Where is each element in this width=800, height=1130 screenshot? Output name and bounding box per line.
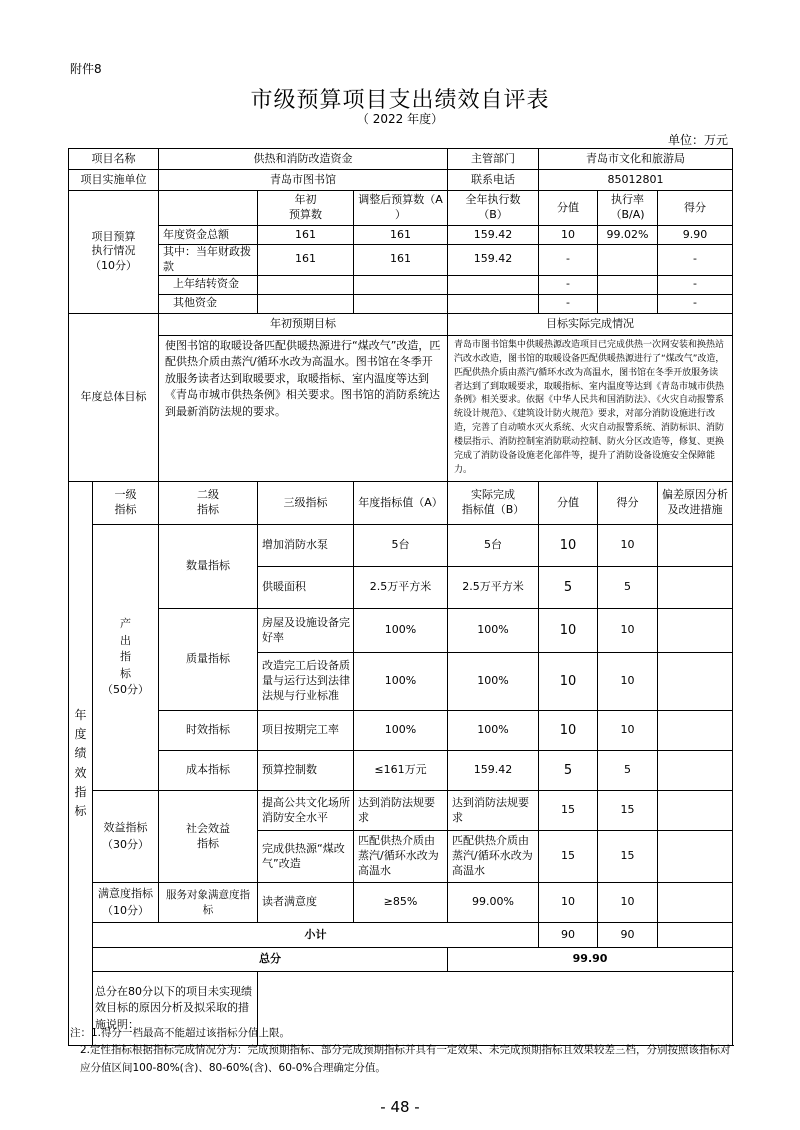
budget-row-label: 上年结转资金	[159, 275, 258, 294]
budget-executed: 159.42	[448, 226, 539, 245]
indicator-target: ≤161万元	[354, 751, 448, 791]
indicator-name: 增加消防水泵	[258, 525, 354, 567]
perf-h-target: 年度指标值（A）	[354, 482, 448, 525]
indicator-get: 10	[598, 653, 658, 711]
indicator-target: ≥85%	[354, 883, 448, 923]
planned-goal-header: 年初预期目标	[159, 313, 448, 335]
notes	[70, 1025, 740, 1077]
indicator-reason	[658, 567, 733, 609]
indicator-reason	[658, 791, 733, 831]
indicator-get: 15	[598, 791, 658, 831]
budget-executed: 159.42	[448, 245, 539, 276]
indicator-actual: 99.00%	[448, 883, 539, 923]
indicator-actual: 100%	[448, 653, 539, 711]
social-indicator-label: 社会效益 指标	[159, 791, 258, 883]
impl-value: 青岛市图书馆	[159, 170, 448, 191]
indicator-score: 5	[539, 751, 598, 791]
budget-initial: 161	[258, 245, 354, 276]
page-title: 市级预算项目支出绩效自评表	[250, 88, 550, 113]
subtotal-get: 90	[598, 923, 658, 948]
indicator-score: 15	[539, 831, 598, 883]
perf-section-label: 年度绩效指标	[69, 482, 93, 1046]
indicator-score: 10	[539, 883, 598, 923]
indicator-get: 10	[598, 609, 658, 653]
budget-rate	[598, 294, 658, 313]
perf-row	[69, 525, 733, 567]
note-2: 2.定性指标根据指标完成情况分为：完成预期指标、部分完成预期指标并具有一定效果、未完成预期指标且效果较差三档，分别按照该指标对应分值区间100-80%(含)、80-60%(含)、60-0%合理确定分值。	[80, 1044, 731, 1074]
budget-col-rate: 执行率 （B/A)	[598, 191, 658, 226]
perf-header-row	[69, 482, 733, 525]
indicator-target: 达到消防法规要求	[354, 791, 448, 831]
unit-label: 单位：万元	[667, 133, 728, 147]
perf-h-reason: 偏差原因分析 及改进措施	[658, 482, 733, 525]
indicator-reason	[658, 751, 733, 791]
indicator-score: 5	[539, 567, 598, 609]
info-row-2	[69, 170, 733, 191]
dept-value: 青岛市文化和旅游局	[539, 149, 733, 170]
goals-content-row	[69, 335, 733, 481]
phone-value: 85012801	[539, 170, 733, 191]
budget-score: -	[539, 245, 598, 276]
budget-get: 9.90	[658, 226, 733, 245]
budget-row	[69, 226, 733, 245]
project-name-label: 项目名称	[69, 149, 159, 170]
goals-section-label: 年度总体目标	[69, 313, 159, 481]
indicator-target: 100%	[354, 653, 448, 711]
perf-h-actual: 实际完成 指标值（B）	[448, 482, 539, 525]
indicator-name: 读者满意度	[258, 883, 354, 923]
indicator-score: 15	[539, 791, 598, 831]
perf-row	[69, 751, 733, 791]
output-indicator-label: 产 出 指 标 （50分）	[93, 525, 159, 791]
budget-row	[69, 275, 733, 294]
indicator-reason	[658, 831, 733, 883]
planned-goal-text: 使图书馆的取暖设备匹配供暖热源进行“煤改气”改造，匹配供热介质由蒸汽/循环水改为高温水。图书馆在冬季开放服务读者达到取暖要求，取暖指标、室内温度等达到《青岛市城市供热条例》相关要求。图书馆的消防系统达到最新消防法规的要求。	[159, 335, 448, 481]
budget-initial	[258, 275, 354, 294]
budget-rate	[598, 275, 658, 294]
budget-section-label: 项目预算 执行情况 （10分）	[69, 191, 159, 314]
service-indicator-label: 服务对象满意度指标	[159, 883, 258, 923]
perf-h-score: 分值	[539, 482, 598, 525]
indicator-name: 预算控制数	[258, 751, 354, 791]
budget-get: -	[658, 245, 733, 276]
budget-score: 10	[539, 226, 598, 245]
goals-header-row	[69, 313, 733, 335]
indicator-actual: 159.42	[448, 751, 539, 791]
indicator-score: 10	[539, 711, 598, 751]
indicator-actual: 5台	[448, 525, 539, 567]
indicator-get: 10	[598, 525, 658, 567]
indicator-name: 供暖面积	[258, 567, 354, 609]
indicator-target: 2.5万平方米	[354, 567, 448, 609]
budget-col-initial: 年初 预算数	[258, 191, 354, 226]
indicator-reason	[658, 525, 733, 567]
indicator-actual: 2.5万平方米	[448, 567, 539, 609]
indicator-target: 5台	[354, 525, 448, 567]
quantity-indicator-label: 数量指标	[159, 525, 258, 609]
indicator-reason	[658, 653, 733, 711]
indicator-score: 10	[539, 609, 598, 653]
total-value: 99.90	[448, 948, 733, 972]
indicator-target: 100%	[354, 609, 448, 653]
budget-row-label: 其他资金	[159, 294, 258, 313]
indicator-actual: 100%	[448, 711, 539, 751]
evaluation-table	[68, 148, 733, 1046]
budget-initial	[258, 294, 354, 313]
info-row-1	[69, 149, 733, 170]
budget-row-label: 年度资金总额	[159, 226, 258, 245]
budget-initial: 161	[258, 226, 354, 245]
perf-row	[69, 883, 733, 923]
budget-executed	[448, 294, 539, 313]
explain-label: 总分在80分以下的项目未实现绩效目标的原因分析及拟采取的措施说明：	[93, 972, 258, 1046]
satisfaction-indicator-label: 满意度指标 （10分）	[93, 883, 159, 923]
budget-col-executed: 全年执行数 （B）	[448, 191, 539, 226]
budget-score: -	[539, 294, 598, 313]
time-indicator-label: 时效指标	[159, 711, 258, 751]
budget-row	[69, 294, 733, 313]
indicator-get: 10	[598, 883, 658, 923]
indicator-reason	[658, 609, 733, 653]
indicator-name: 项目按期完工率	[258, 711, 354, 751]
benefit-indicator-label: 效益指标 （30分）	[93, 791, 159, 883]
cost-indicator-label: 成本指标	[159, 751, 258, 791]
subtotal-label: 小计	[93, 923, 539, 948]
indicator-get: 15	[598, 831, 658, 883]
indicator-target: 100%	[354, 711, 448, 751]
perf-h-get: 得分	[598, 482, 658, 525]
budget-rate	[598, 245, 658, 276]
indicator-actual: 达到消防法规要求	[448, 791, 539, 831]
indicator-reason	[658, 883, 733, 923]
subtotal-row	[69, 923, 733, 948]
actual-goal-text: 青岛市图书馆集中供暖热源改造项目已完成供热一次网安装和换热站汽改水改造，图书馆的取暖设备匹配供暖热源进行了“煤改气”改造，匹配供热介质由蒸汽/循环水改为高温水，图书馆在冬季开放服务读者达到了到取暖要求，取暖指标、室内温度等达到《青岛市城市供热条例》相关要求。依据《中华人民共和国消防法》、《火灾自动报警系统设计规范》、《建筑设计防火规范》要求，对部分消防设施进行改造，完善了自动喷水灭火系统、火灾自动报警系统、消防标识、消防楼层指示、消防控制室消防联动控制、防火分区改造等，修复、更换完成了消防设备设施老化部件等，提升了消防设备设施安全保障能力。	[448, 335, 733, 481]
budget-adjusted	[354, 275, 448, 294]
perf-h-level1: 一级 指标	[93, 482, 159, 525]
indicator-name: 改造完工后设备质量与运行达到法律法规与行业标准	[258, 653, 354, 711]
total-label: 总分	[93, 948, 448, 972]
dept-label: 主管部门	[448, 149, 539, 170]
budget-adjusted: 161	[354, 226, 448, 245]
year-label: （ 2022 年度）	[356, 112, 444, 126]
budget-col-get: 得分	[658, 191, 733, 226]
indicator-name: 房屋及设施设备完好率	[258, 609, 354, 653]
budget-header-row	[69, 191, 733, 226]
indicator-get: 5	[598, 567, 658, 609]
indicator-get: 5	[598, 751, 658, 791]
budget-executed	[448, 275, 539, 294]
phone-label: 联系电话	[448, 170, 539, 191]
indicator-target: 匹配供热介质由蒸汽/循环水改为高温水	[354, 831, 448, 883]
quality-indicator-label: 质量指标	[159, 609, 258, 711]
budget-row	[69, 245, 733, 276]
perf-row	[69, 791, 733, 831]
perf-row	[69, 609, 733, 653]
page-number: - 48 -	[380, 1098, 420, 1116]
indicator-score: 10	[539, 525, 598, 567]
budget-get: -	[658, 275, 733, 294]
subtotal-score: 90	[539, 923, 598, 948]
indicator-reason	[658, 711, 733, 751]
total-row	[69, 948, 733, 972]
impl-label: 项目实施单位	[69, 170, 159, 191]
budget-score: -	[539, 275, 598, 294]
perf-h-level2: 二级 指标	[159, 482, 258, 525]
indicator-name: 完成供热源“煤改气”改造	[258, 831, 354, 883]
indicator-actual: 100%	[448, 609, 539, 653]
budget-adjusted	[354, 294, 448, 313]
project-name-value: 供热和消防改造资金	[159, 149, 448, 170]
budget-get: -	[658, 294, 733, 313]
budget-col-score: 分值	[539, 191, 598, 226]
indicator-score: 10	[539, 653, 598, 711]
budget-row-label: 其中：当年财政拨款	[159, 245, 258, 276]
actual-goal-header: 目标实际完成情况	[448, 313, 733, 335]
budget-rate: 99.02%	[598, 226, 658, 245]
note-1: 注：1.得分一档最高不能超过该指标分值上限。	[70, 1027, 291, 1039]
attachment-label: 附件8	[70, 62, 102, 76]
perf-row	[69, 711, 733, 751]
indicator-get: 10	[598, 711, 658, 751]
perf-h-level3: 三级指标	[258, 482, 354, 525]
budget-adjusted: 161	[354, 245, 448, 276]
indicator-actual: 匹配供热介质由蒸汽/循环水改为高温水	[448, 831, 539, 883]
budget-col-adjusted: 调整后预算数（A ）	[354, 191, 448, 226]
indicator-name: 提高公共文化场所消防安全水平	[258, 791, 354, 831]
